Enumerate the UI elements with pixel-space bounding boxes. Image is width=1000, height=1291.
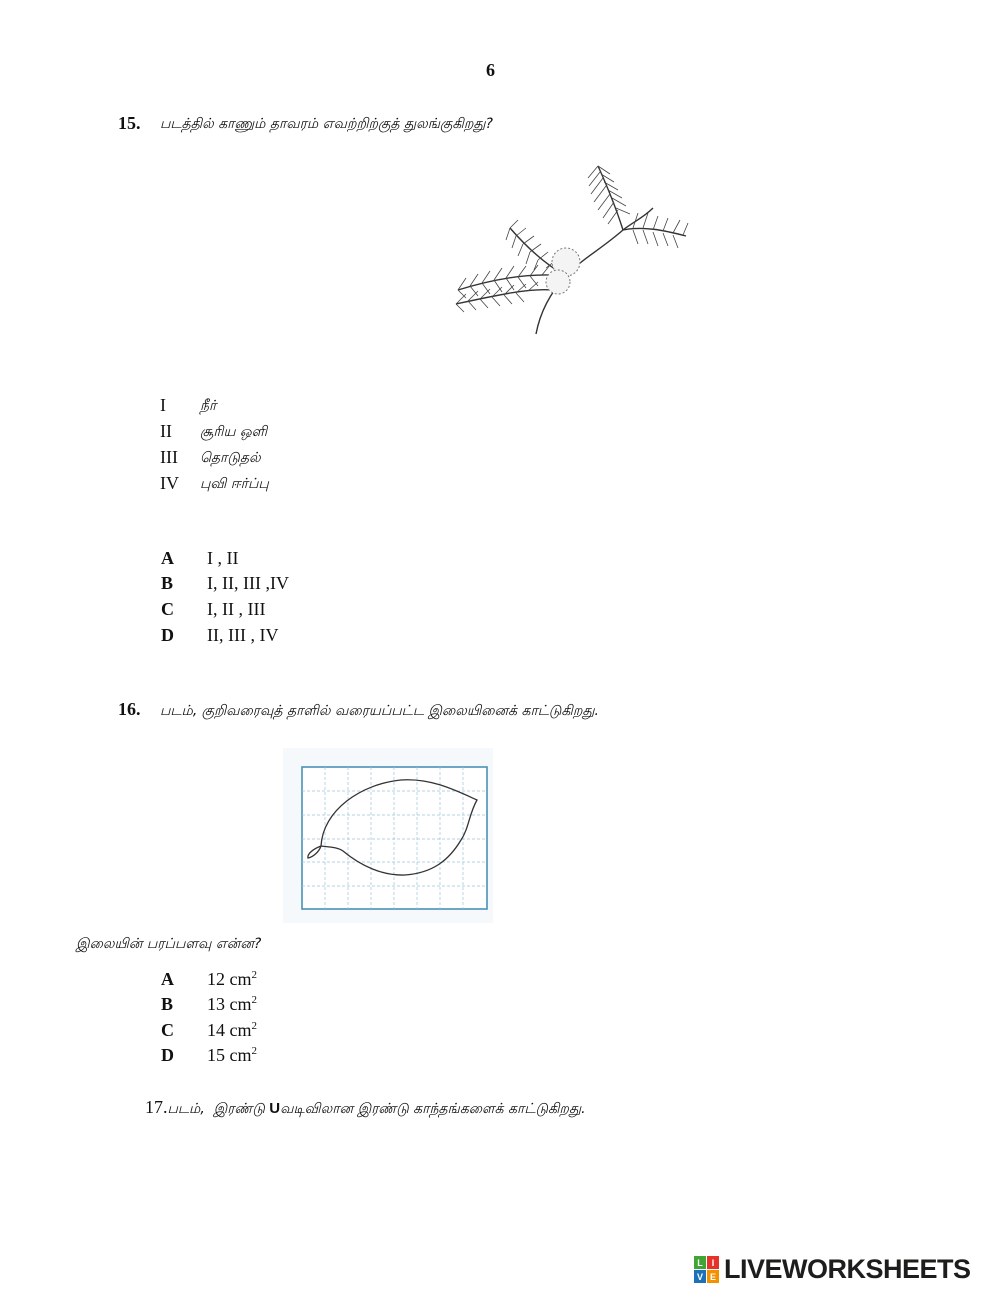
q15-option-letter-a: A [161,548,174,568]
statement-text-1: நீர் [200,398,217,414]
q16-option-letter-a: A [161,969,174,989]
q15-option-letter-b: B [161,573,174,593]
statement-text-4: புவி ஈர்ப்பு [200,476,269,492]
question-17-number: 17. [145,1097,168,1117]
question-17 [145,1097,586,1119]
question-17-text-after: வடிவிலான இரண்டு காந்தங்களைக் காட்டுகிறது. [280,1101,586,1117]
page-number: 6 [486,60,495,80]
q16-option-letter-c: C [161,1020,174,1040]
statement-roman-2: II [160,421,172,441]
svg-text:L: L [697,1258,703,1268]
statement-roman-4: IV [160,473,179,493]
flower-heads [546,248,580,294]
statement-text-2: சூரிய ஒளி [200,424,268,440]
q16-option-a[interactable]: 12 $cm^2$ [207,969,257,989]
svg-text:V: V [696,1272,704,1282]
question-16-text: படம், குறிவரைவுத் தாளில் வரையப்பட்ட இலையினைக் காட்டுகிறது. [160,703,599,719]
question-17-text-before: படம், இரண்டு [167,1101,270,1117]
statement-roman-1: I [160,395,166,415]
q15-option-c[interactable]: I, II , III [207,599,266,619]
leaflets [456,166,688,312]
question-15-number: 15. [118,113,141,133]
liveworksheets-logo [694,1254,994,1286]
q15-option-letter-c: C [161,599,174,619]
u-letter: U [269,1100,281,1117]
statement-text-3: தொடுதல் [200,450,261,466]
q16-sub-question: இலையின் பரப்பளவு என்ன? [76,936,262,952]
svg-text:I: I [711,1258,715,1268]
q15-option-b[interactable]: I, II, III ,IV [207,573,289,593]
mimosa-plant-illustration [448,158,693,338]
svg-text:E: E [709,1272,717,1282]
logo-badge-icon [694,1256,720,1284]
q16-option-b[interactable]: 13 $cm^2$ [207,994,257,1014]
statement-roman-3: III [160,447,178,467]
q15-option-a[interactable]: I , II [207,548,239,568]
q16-option-d[interactable]: 15 $cm^2$ [207,1045,257,1065]
grid-border [302,767,487,909]
q15-option-d[interactable]: II, III , IV [207,625,279,645]
q16-option-letter-b: B [161,994,174,1014]
q16-option-letter-d: D [161,1045,174,1065]
leaf-grid-figure [283,748,493,923]
question-15-text: படத்தில் காணும் தாவரம் எவற்றிற்குத் துலங்குகிறது? [160,116,493,132]
q16-option-c[interactable]: 14 $cm^2$ [207,1020,257,1040]
q15-option-letter-d: D [161,625,174,645]
logo-text: LIVEWORKSHEETS [724,1254,971,1284]
question-16-number: 16. [118,699,141,719]
